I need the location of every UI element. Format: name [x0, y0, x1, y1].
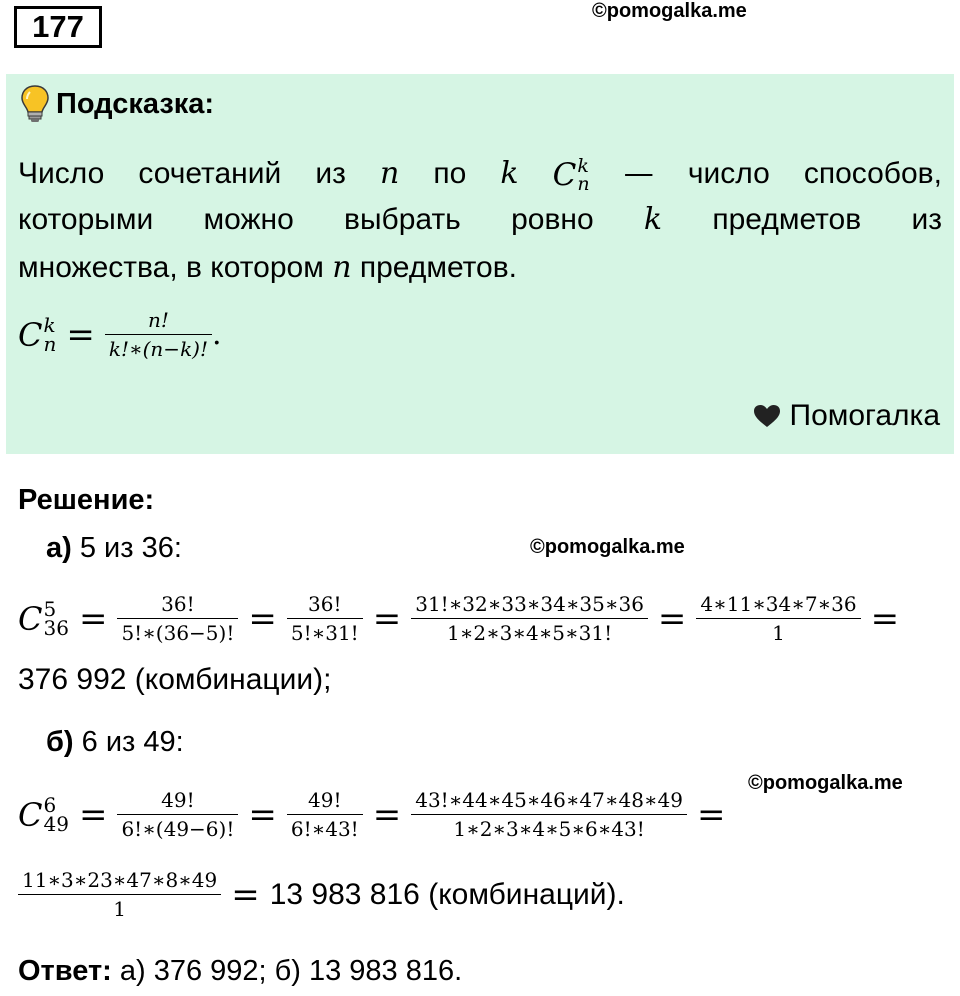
part-b-equation: C 6 49 = $\frac{49!}{6!∗(49-6)!}$ = $\frac{49!}{6!∗43!}$ = $\frac{43!∗44∗45∗46∗47∗48∗49}{1∗2∗3∗4∗5∗6∗43!}$ = — [18, 788, 726, 841]
part-b-equation-cont: $\frac{11∗3∗23∗47∗8∗49}{1}$ = 13 983 816 (комбинаций). — [18, 868, 625, 921]
part-a-label: а) 5 из 36: — [46, 532, 182, 564]
task-number: 177 — [14, 6, 102, 48]
watermark: ©pomogalka.me — [748, 772, 903, 794]
hint-line-3: множества, в котором n предметов. — [18, 250, 517, 285]
hint-title: Подсказка: — [56, 88, 215, 120]
part-a-equation: C 5 36 = $\frac{36!}{5!∗(36-5)!}$ = $\frac{36!}{5!∗31!}$ = $\frac{31!∗32∗33∗34∗35∗36}{1∗2∗3∗4∗5∗31!}$ = $\frac{4∗11∗34∗7∗36}{1}$ = — [18, 592, 900, 645]
part-b-label: б) 6 из 49: — [46, 726, 184, 758]
answer: Ответ: а) 376 992; б) 13 983 816. — [18, 955, 463, 987]
solution-title: Решение: — [18, 484, 155, 516]
watermark: ©pomogalka.me — [592, 0, 747, 22]
part-a-result: 376 992 (комбинации); — [18, 663, 332, 696]
hint-line-2: которыми можно выбрать ровно k предметов из — [18, 202, 942, 237]
watermark: ©pomogalka.me — [530, 536, 685, 558]
heart-icon — [752, 403, 782, 429]
hint-formula: C k n = $\frac{n!}{k!∗(n-k)!}$ . — [18, 308, 222, 361]
hint-line-1: Число сочетаний из n по k C k n — число способов, — [18, 155, 942, 196]
hint-author: Помогалка — [752, 396, 941, 436]
lightbulb-icon — [20, 84, 50, 124]
